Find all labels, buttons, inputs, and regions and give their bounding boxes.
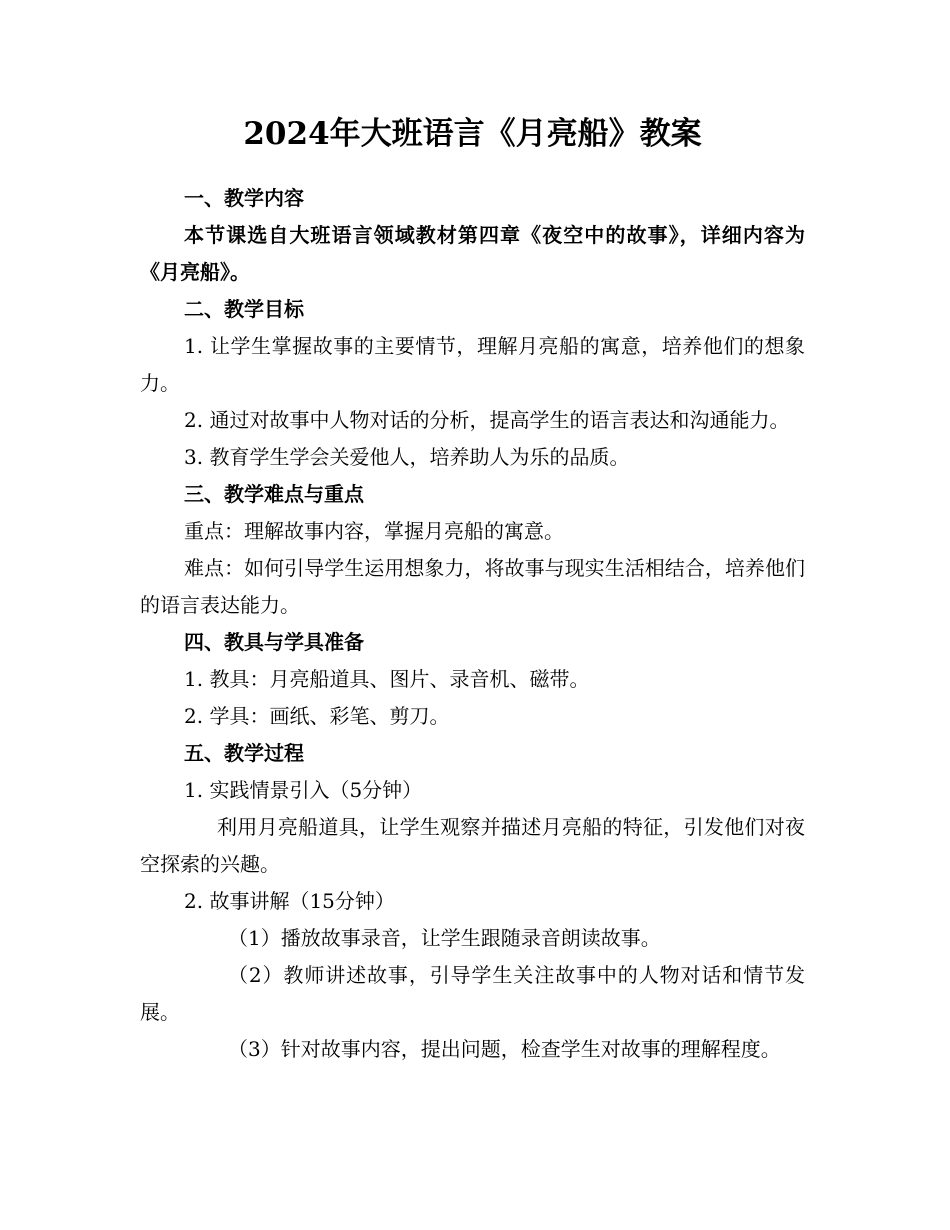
- process-step-1-heading: 1. 实践情景引入（5分钟）: [184, 778, 423, 802]
- materials-item-1: 1. 教具：月亮船道具、图片、录音机、磁带。: [184, 667, 590, 691]
- section-heading-process: 五、教学过程: [184, 741, 304, 765]
- section-heading-teaching-goals: 二、教学目标: [184, 297, 304, 321]
- process-step-2-sub-2: （2）教师讲述故事，引导学生关注故事中的人物对话和情节发展。: [140, 963, 805, 1024]
- goal-item-2: 2. 通过对故事中人物对话的分析，提高学生的语言表达和沟通能力。: [184, 408, 790, 432]
- process-step-2-heading: 2. 故事讲解（15分钟）: [184, 889, 395, 913]
- difficult-point-text: 难点：如何引导学生运用想象力，将故事与现实生活相结合，培养他们的语言表达能力。: [140, 556, 805, 617]
- section-heading-teaching-content: 一、教学内容: [184, 186, 304, 210]
- teaching-content-text: 本节课选自大班语言领域教材第四章《夜空中的故事》，详细内容为《月亮船》。: [140, 223, 805, 284]
- process-step-2-sub-3: （3）针对故事内容，提出问题，检查学生对故事的理解程度。: [228, 1037, 781, 1061]
- goal-item-3: 3. 教育学生学会关爱他人，培养助人为乐的品质。: [184, 445, 630, 469]
- document-body: [140, 108, 805, 1068]
- process-step-2-sub-1: （1）播放故事录音，让学生跟随录音朗读故事。: [228, 926, 661, 950]
- document-title: 2024年大班语言《月亮船》教案: [243, 116, 702, 152]
- section-heading-key-points: 三、教学难点与重点: [184, 482, 364, 506]
- goal-item-1: 1. 让学生掌握故事的主要情节，理解月亮船的寓意，培养他们的想象力。: [140, 334, 805, 395]
- process-step-1-text: 利用月亮船道具，让学生观察并描述月亮船的特征，引发他们对夜空探索的兴趣。: [140, 815, 805, 876]
- materials-item-2: 2. 学具：画纸、彩笔、剪刀。: [184, 704, 450, 728]
- key-point-text: 重点：理解故事内容，掌握月亮船的寓意。: [184, 519, 564, 543]
- section-heading-materials: 四、教具与学具准备: [184, 630, 364, 654]
